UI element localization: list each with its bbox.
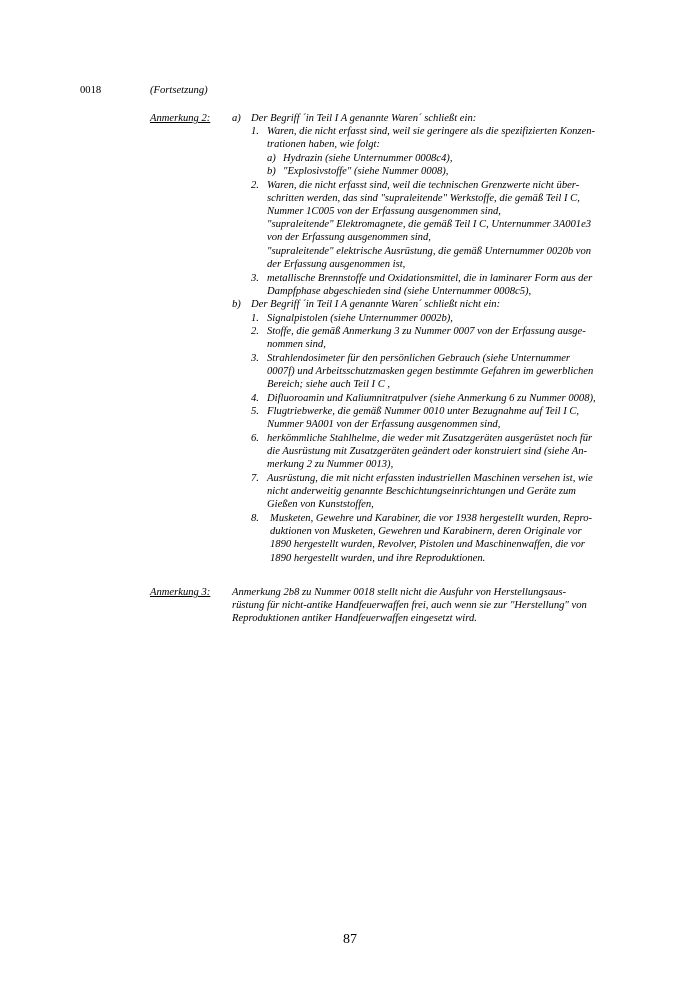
note2-b-item-8-num: 8. <box>251 513 259 524</box>
note2-b-item-2-line: Stoffe, die gemäß Anmerkung 3 zu Nummer 0007 von der Erfassung ausge- <box>267 326 586 337</box>
note3-line: Anmerkung 2b8 zu Nummer 0018 stellt nicht die Ausfuhr von Herstellungsaus- <box>232 587 567 598</box>
note2-b-marker: b) <box>232 299 241 310</box>
note2-a-item-1-sub-a-text: Hydrazin (siehe Unternummer 0008c4), <box>283 153 453 164</box>
note2-a-item-1-sub-a-marker: a) <box>267 153 276 164</box>
note2-a-item-3-line: metallische Brennstoffe und Oxidationsmittel, die in laminarer Form aus der <box>267 273 593 284</box>
note2-a-item-1-num: 1. <box>251 126 259 137</box>
note2-b-item-4-line: Difluoroamin und Kaliumnitratpulver (siehe Anmerkung 6 zu Nummer 0008), <box>267 393 596 404</box>
note2-b-item-6-num: 6. <box>251 433 259 444</box>
note2-b-item-6-line: herkömmliche Stahlhelme, die weder mit Zusatzgeräten ausgerüstet noch für <box>267 433 593 444</box>
note2-b-item-5-num: 5. <box>251 406 259 417</box>
note2-b-item-8-line: Musketen, Gewehre und Karabiner, die vor 1938 hergestellt wurden, Repro- <box>270 513 593 524</box>
note3-label: Anmerkung 3: <box>150 587 211 598</box>
note2-b-item-7-line: Gießen von Kunststoffen, <box>267 499 374 510</box>
note2-a-item-2-line: von der Erfassung ausgenommen sind, <box>267 232 431 243</box>
note2-a-item-2-line: "supraleitende" Elektromagnete, die gemäß Teil I C, Unternummer 3A001e3 <box>267 219 592 230</box>
note2-a-item-3-num: 3. <box>251 273 259 284</box>
note2-b-item-1-num: 1. <box>251 313 259 324</box>
note2-b-item-7-line: nicht anderweitig genannte Beschichtungseinrichtungen und Geräte zum <box>267 486 576 497</box>
note2-b-item-5-line: Nummer 9A001 von der Erfassung ausgenommen sind, <box>267 419 501 430</box>
note2-b-item-3-line: Bereich; siehe auch Teil I C , <box>267 379 391 390</box>
note2-b-item-1-line: Signalpistolen (siehe Unternummer 0002b), <box>267 313 453 324</box>
note2-b-item-7-num: 7. <box>251 473 259 484</box>
note2-b-item-6-line: merkung 2 zu Nummer 0013), <box>267 459 394 470</box>
note2-a-item-1-sub-b-text: "Explosivstoffe" (siehe Nummer 0008), <box>283 166 449 177</box>
note2-a-item-2-line: "supraleitende" elektrische Ausrüstung, die gemäß Unternummer 0020b von <box>267 246 592 257</box>
note3-line: rüstung für nicht-antike Handfeuerwaffen frei, auch wenn sie zur "Herstellung" von <box>232 600 587 611</box>
note2-b-item-8-line: 1890 hergestellt wurden, Revolver, Pistolen und Maschinenwaffen, die vor <box>270 539 585 550</box>
note2-b-item-2-num: 2. <box>251 326 259 337</box>
note2-a-marker: a) <box>232 113 241 124</box>
note2-a-item-3-line: Dampfphase abgeschieden sind (siehe Unternummer 0008c5), <box>267 286 532 297</box>
note2-b-item-8-line: duktionen von Musketen, Gewehren und Karabinern, deren Originale vor <box>270 526 582 537</box>
entry-number: 0018 <box>80 85 102 96</box>
note2-b-item-6-line: die Ausrüstung mit Zusatzgeräten geändert oder konstruiert sind (siehe An- <box>267 446 588 457</box>
note2-b-item-3-line: 0007f) und Arbeitsschutzmasken gegen bestimmte Gefahren im gewerblichen <box>267 366 594 377</box>
note2-a-item-2-line: Waren, die nicht erfasst sind, weil die technischen Grenzwerte nicht über- <box>267 180 580 191</box>
note2-a-item-2-num: 2. <box>251 180 259 191</box>
note2-a-item-2-line: Nummer 1C005 von der Erfassung ausgenommen sind, <box>267 206 501 217</box>
note2-b-item-5-line: Flugtriebwerke, die gemäß Nummer 0010 unter Bezugnahme auf Teil I C, <box>267 406 580 417</box>
note2-a-item-2-line: schritten werden, das sind "supraleitende" Werkstoffe, die gemäß Teil I C, <box>267 193 580 204</box>
note2-b-item-8-line: 1890 hergestellt wurden, und ihre Reproduktionen. <box>270 553 486 564</box>
note2-b-item-3-line: Strahlendosimeter für den persönlichen Gebrauch (siehe Unternummer <box>267 353 571 364</box>
continuation-label: (Fortsetzung) <box>150 85 208 96</box>
page-number: 87 <box>343 932 357 947</box>
note2-b-item-3-num: 3. <box>251 353 259 364</box>
note3-line: Reproduktionen antiker Handfeuerwaffen eingesetzt wird. <box>232 613 477 624</box>
note2-a-item-1-line: Waren, die nicht erfasst sind, weil sie geringere als die spezifizierten Konzen- <box>267 126 596 137</box>
note2-b-item-4-num: 4. <box>251 393 259 404</box>
note2-b-intro: Der Begriff ´in Teil I A genannte Waren´ schließt nicht ein: <box>251 299 501 310</box>
note2-label: Anmerkung 2: <box>150 113 211 124</box>
note2-a-item-1-sub-b-marker: b) <box>267 166 276 177</box>
note2-a-item-1-line: trationen haben, wie folgt: <box>267 139 380 150</box>
note2-b-item-7-line: Ausrüstung, die mit nicht erfassten industriellen Maschinen versehen ist, wie <box>267 473 593 484</box>
note2-b-item-2-line: nommen sind, <box>267 339 326 350</box>
note2-a-intro: Der Begriff ´in Teil I A genannte Waren´ schließt ein: <box>251 113 477 124</box>
note2-a-item-2-line: der Erfassung ausgenommen ist, <box>267 259 406 270</box>
